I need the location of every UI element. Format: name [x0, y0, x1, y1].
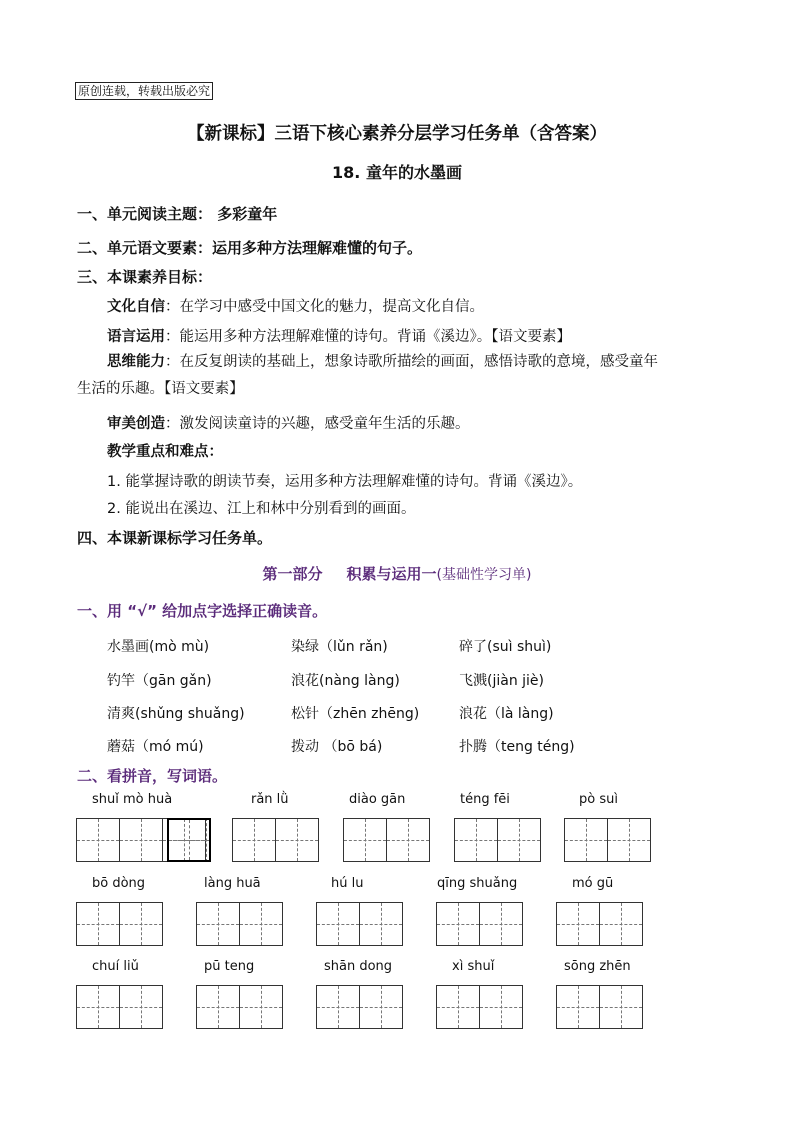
writing-cell[interactable]: [386, 818, 430, 862]
goal-thinking: 思维能力：在反复朗读的基础上，想象诗歌所描绘的画面，感悟诗歌的意境，感受童年: [107, 354, 658, 370]
writing-cell[interactable]: [454, 818, 498, 862]
writing-cell[interactable]: [436, 985, 480, 1029]
writing-cell[interactable]: [119, 818, 163, 862]
pinyin-label: diào gān: [349, 792, 406, 807]
answer-grid[interactable]: [343, 818, 430, 862]
answer-grid[interactable]: [556, 985, 643, 1029]
key-points-heading: 教学重点和难点：: [107, 444, 223, 460]
writing-cell[interactable]: [599, 902, 643, 946]
pinyin-label: sōng zhēn: [564, 959, 631, 974]
writing-cell[interactable]: [76, 985, 120, 1029]
choice-item: 钓竿（gān gǎn): [107, 673, 212, 689]
answer-grid[interactable]: [316, 985, 403, 1029]
pinyin-label: pò suì: [579, 792, 618, 807]
writing-cell[interactable]: [564, 818, 608, 862]
choice-item: 水墨画(mò mù): [107, 639, 210, 655]
answer-grid[interactable]: [232, 818, 319, 862]
choice-item: 蘑菇（mó mú): [107, 739, 204, 755]
writing-cell[interactable]: [275, 818, 319, 862]
writing-cell[interactable]: [497, 818, 541, 862]
pinyin-label: pū teng: [204, 959, 255, 974]
question-2: 二、看拼音，写词语。: [77, 767, 228, 785]
choice-item: 拨动 （bō bá): [291, 739, 383, 755]
goal-aesthetic: 审美创造：激发阅读童诗的兴趣，感受童年生活的乐趣。: [107, 416, 470, 432]
answer-grid[interactable]: [167, 818, 211, 862]
writing-cell[interactable]: [119, 902, 163, 946]
pinyin-label: chuí liǔ: [92, 959, 139, 974]
pinyin-label: hú lu: [331, 876, 364, 891]
copyright-notice: 原创连载，转载出版必究: [75, 82, 213, 100]
choice-item: 松针（zhēn zhēng): [291, 706, 420, 722]
answer-grid[interactable]: [436, 985, 523, 1029]
section-language-element: 二、单元语文要素：运用多种方法理解难懂的句子。: [77, 239, 423, 257]
part-one-heading: 第一部分 积累与运用一(基础性学习单): [262, 565, 532, 583]
writing-cell[interactable]: [436, 902, 480, 946]
answer-grid[interactable]: [76, 985, 163, 1029]
writing-cell[interactable]: [76, 902, 120, 946]
choice-item: 染绿（lǔn rǎn): [291, 639, 388, 655]
answer-grid[interactable]: [76, 902, 163, 946]
writing-cell[interactable]: [599, 985, 643, 1029]
section-task-sheet: 四、本课新课标学习任务单。: [77, 529, 273, 547]
choice-item: 碎了(suì shuì): [459, 639, 552, 655]
choice-item: 清爽(shǔng shuǎng): [107, 706, 245, 722]
goal-language: 语言运用：能运用多种方法理解难懂的诗句。背诵《溪边》。【语文要素】: [107, 329, 571, 345]
writing-cell[interactable]: [316, 902, 360, 946]
answer-grid[interactable]: [436, 902, 523, 946]
answer-grid[interactable]: [556, 902, 643, 946]
writing-cell[interactable]: [343, 818, 387, 862]
pinyin-label: shān dong: [324, 959, 393, 974]
goal-thinking-continued: 生活的乐趣。【语文要素】: [77, 381, 244, 397]
writing-cell[interactable]: [316, 985, 360, 1029]
answer-grid[interactable]: [454, 818, 541, 862]
writing-cell[interactable]: [196, 985, 240, 1029]
answer-grid[interactable]: [196, 902, 283, 946]
pinyin-label: qīng shuǎng: [437, 876, 518, 891]
lesson-title: 18. 童年的水墨画: [332, 163, 462, 182]
writing-cell[interactable]: [479, 902, 523, 946]
writing-cell[interactable]: [76, 818, 120, 862]
question-1: 一、用 “√” 给加点字选择正确读音。: [77, 602, 328, 620]
writing-cell[interactable]: [359, 902, 403, 946]
pinyin-label: mó gū: [572, 876, 614, 891]
pinyin-label: bō dòng: [92, 876, 146, 891]
writing-cell[interactable]: [479, 985, 523, 1029]
writing-cell[interactable]: [232, 818, 276, 862]
document-title: 【新课标】三语下核心素养分层学习任务单（含答案）: [187, 124, 607, 144]
pinyin-label: làng huā: [204, 876, 261, 891]
pinyin-label: xì shuǐ: [452, 959, 495, 974]
writing-cell[interactable]: [239, 985, 283, 1029]
choice-item: 浪花(nàng làng): [291, 673, 400, 689]
key-point-1: 1. 能掌握诗歌的朗读节奏，运用多种方法理解难懂的诗句。背诵《溪边》。: [107, 474, 583, 490]
writing-cell[interactable]: [607, 818, 651, 862]
answer-grid[interactable]: [316, 902, 403, 946]
writing-cell[interactable]: [239, 902, 283, 946]
pinyin-label: rǎn lǜ: [251, 792, 289, 807]
answer-grid[interactable]: [564, 818, 651, 862]
key-point-2: 2. 能说出在溪边、江上和林中分别看到的画面。: [107, 501, 416, 517]
goal-culture: 文化自信：在学习中感受中国文化的魅力，提高文化自信。: [107, 299, 484, 315]
section-reading-theme: 一、单元阅读主题： 多彩童年: [77, 205, 278, 223]
writing-cell[interactable]: [167, 818, 211, 862]
writing-cell[interactable]: [556, 902, 600, 946]
pinyin-label: téng fēi: [460, 792, 510, 807]
choice-item: 扑腾（teng téng): [459, 739, 575, 755]
choice-item: 浪花（là làng): [459, 706, 554, 722]
writing-cell[interactable]: [196, 902, 240, 946]
pinyin-label: shuǐ mò huà: [92, 792, 173, 807]
section-goals: 三、本课素养目标：: [77, 268, 213, 286]
choice-item: 飞溅(jiàn jiè): [459, 673, 544, 689]
writing-cell[interactable]: [556, 985, 600, 1029]
writing-cell[interactable]: [359, 985, 403, 1029]
writing-cell[interactable]: [119, 985, 163, 1029]
answer-grid[interactable]: [196, 985, 283, 1029]
